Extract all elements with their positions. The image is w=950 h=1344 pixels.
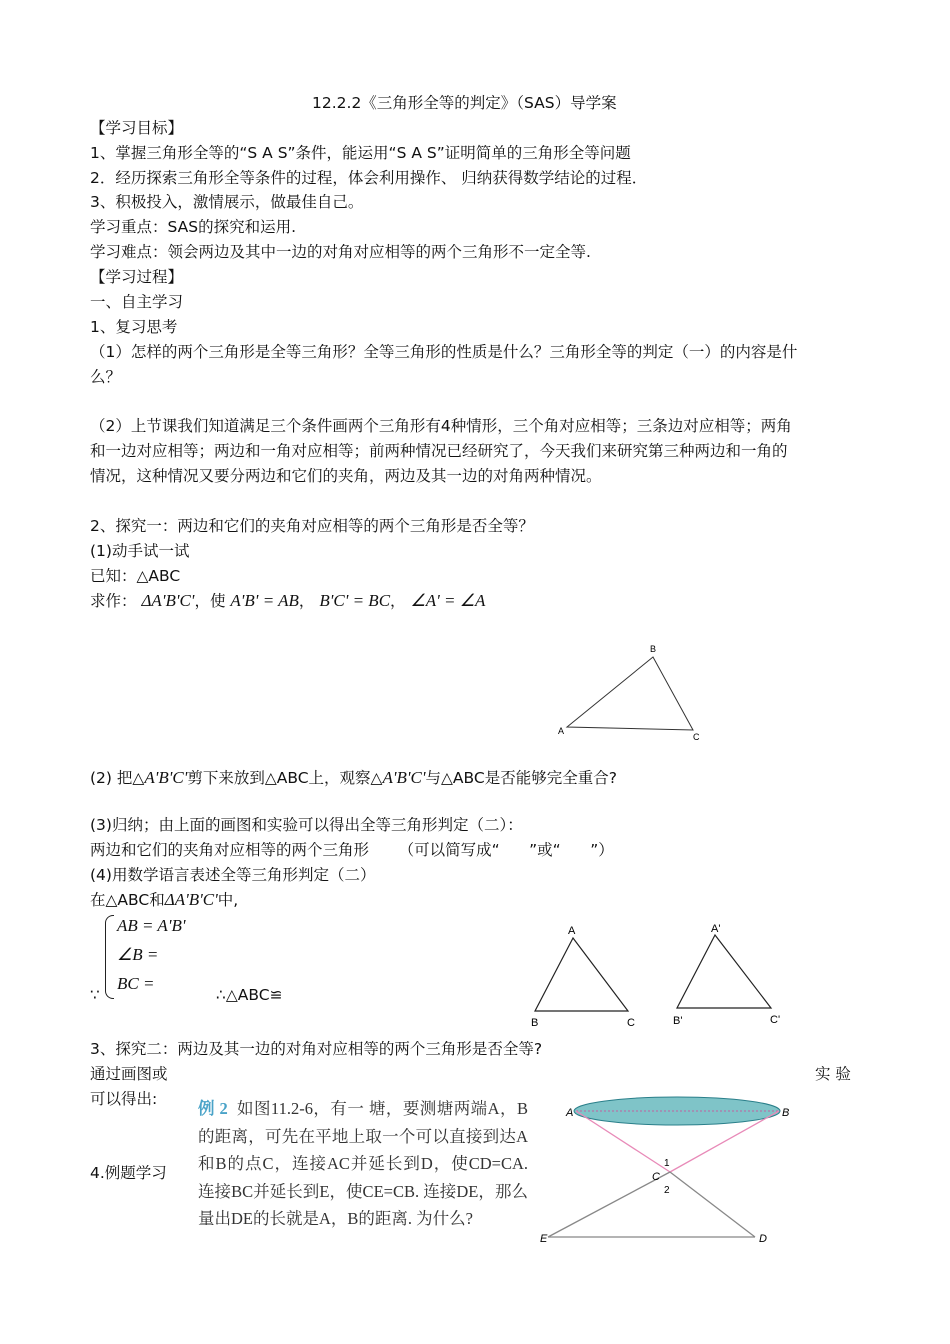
text: 中, xyxy=(217,891,239,909)
question-1: （1）怎样的两个三角形是全等三角形？全等三角形的性质是什么？三角形全等的判定（一）的内容是什 xyxy=(90,343,798,361)
known: 已知：△ABC xyxy=(90,567,181,585)
text: (2) 把△ xyxy=(90,769,145,787)
math: ΔA'B'C' xyxy=(141,591,195,610)
label-b: B xyxy=(531,1017,539,1029)
example-label: 4.例题学习 xyxy=(90,1164,167,1182)
triangle-abc-2 xyxy=(531,925,635,1029)
condition-3: BC = xyxy=(117,974,155,993)
pond-figure xyxy=(540,1097,789,1245)
math: B'C' = BC xyxy=(319,591,391,610)
explore-2: 3、探究二：两边及其一边的对角对应相等的两个三角形是否全等? xyxy=(90,1040,543,1058)
angle-1: 1 xyxy=(664,1158,670,1169)
because: ∵ xyxy=(90,986,100,1004)
therefore: ∴△ABC≌ xyxy=(216,986,283,1004)
draw-line: 通过画图或 xyxy=(90,1065,168,1083)
example-2 xyxy=(198,1095,528,1233)
label-a: A xyxy=(558,726,565,736)
label-e: E xyxy=(540,1233,548,1245)
question-2-cont2: 情况，这种情况又要分两边和它们的夹角，两边及其一边的对角两种情况。 xyxy=(90,467,602,485)
label-a: A xyxy=(568,925,576,937)
draw-line-end: 实 验 xyxy=(815,1065,851,1083)
explore-1: 2、探究一：两边和它们的夹角对应相等的两个三角形是否全等？ xyxy=(90,517,534,535)
angle-2: 2 xyxy=(664,1185,670,1196)
math: A'B' = AB xyxy=(230,591,299,610)
math: A'B'C' xyxy=(144,768,188,787)
text: ， xyxy=(298,592,315,610)
goals-header: 【学习目标】 xyxy=(90,119,184,137)
label-b-prime: B' xyxy=(673,1015,683,1027)
in-line xyxy=(90,890,238,910)
goal-1: 1、掌握三角形全等的“S A S”条件，能运用“S A S”证明简单的三角形全等问题 xyxy=(90,144,631,162)
text: ， xyxy=(390,592,406,610)
goal-3: 3、积极投入，激情展示，做最佳自己。 xyxy=(90,193,364,211)
math: ΔA'B'C' xyxy=(164,890,218,909)
label-b: B xyxy=(782,1107,790,1119)
step-4: (4)用数学语言表述全等三角形判定（二） xyxy=(90,866,376,884)
example-tag: 例 2 xyxy=(198,1099,228,1118)
try-step: (1)动手试一试 xyxy=(90,542,190,560)
label-c-prime: C' xyxy=(770,1014,781,1026)
label-b: B xyxy=(650,644,657,654)
math: A'B'C' xyxy=(382,768,426,787)
label-d: D xyxy=(759,1233,767,1245)
brace xyxy=(105,915,114,999)
label-c: C xyxy=(627,1017,635,1029)
key-point: 学习重点：SAS的探究和运用. xyxy=(90,218,296,236)
question-1-cont: 么？ xyxy=(90,368,122,386)
label-c: C xyxy=(693,732,700,742)
section-1: 一、自主学习 xyxy=(90,293,184,311)
step-3: (3)归纳；由上面的画图和实验可以得出全等三角形判定（二）： xyxy=(90,816,523,834)
condition-1: AB = A'B' xyxy=(117,916,186,935)
process-header: 【学习过程】 xyxy=(90,268,184,286)
construct-label: 求作： xyxy=(90,592,137,610)
math: ∠A' = ∠A xyxy=(410,591,486,610)
difficulty: 学习难点：领会两边及其中一边的对角对应相等的两个三角形不一定全等. xyxy=(90,243,591,261)
text: 剪下来放到△ABC上，观察△ xyxy=(187,769,383,787)
question-2-cont: 和一边对应相等；两边和一角对应相等；前两种情况已经研究了，今天我们来研究第三种两边和一角的 xyxy=(90,442,788,460)
text: ，使 xyxy=(194,592,226,610)
goal-2: 2．经历探索三角形全等条件的过程，体会利用操作、 归纳获得数学结论的过程． xyxy=(90,169,648,187)
label-a-prime: A' xyxy=(711,923,721,935)
review-heading: 1、复习思考 xyxy=(90,318,178,336)
question-2: （2）上节课我们知道满足三个条件画两个三角形有4种情形，三个角对应相等；三条边对应相等；两角 xyxy=(90,417,792,435)
label-a: A xyxy=(566,1107,574,1119)
text: 与△ABC是否能够完全重合? xyxy=(425,769,617,787)
text: 在△ABC和 xyxy=(90,891,165,909)
triangle-abc-prime xyxy=(673,923,780,1027)
step-2 xyxy=(90,768,617,788)
example-text: 如图11.2-6，有一 塘，要测塘两端A，B的距离，可先在平地上取一个可以直接到达A和B的点C，连接AC并延长到D，使CD=CA. 连接BC并延长到E，使CE=CB. 连接DE，那么量出DE的长就是A，B的距离. 为什么? xyxy=(198,1099,529,1228)
conclude: 可以得出: xyxy=(90,1090,158,1108)
doc-title: 12.2.2《三角形全等的判定》（SAS）导学案 xyxy=(312,94,617,112)
label-c: C xyxy=(652,1171,660,1183)
step-3b: 两边和它们的夹角对应相等的两个三角形 （可以简写成“ ”或“ ”） xyxy=(90,841,614,859)
condition-2: ∠B = xyxy=(117,945,159,964)
triangle-abc-1 xyxy=(558,644,700,742)
